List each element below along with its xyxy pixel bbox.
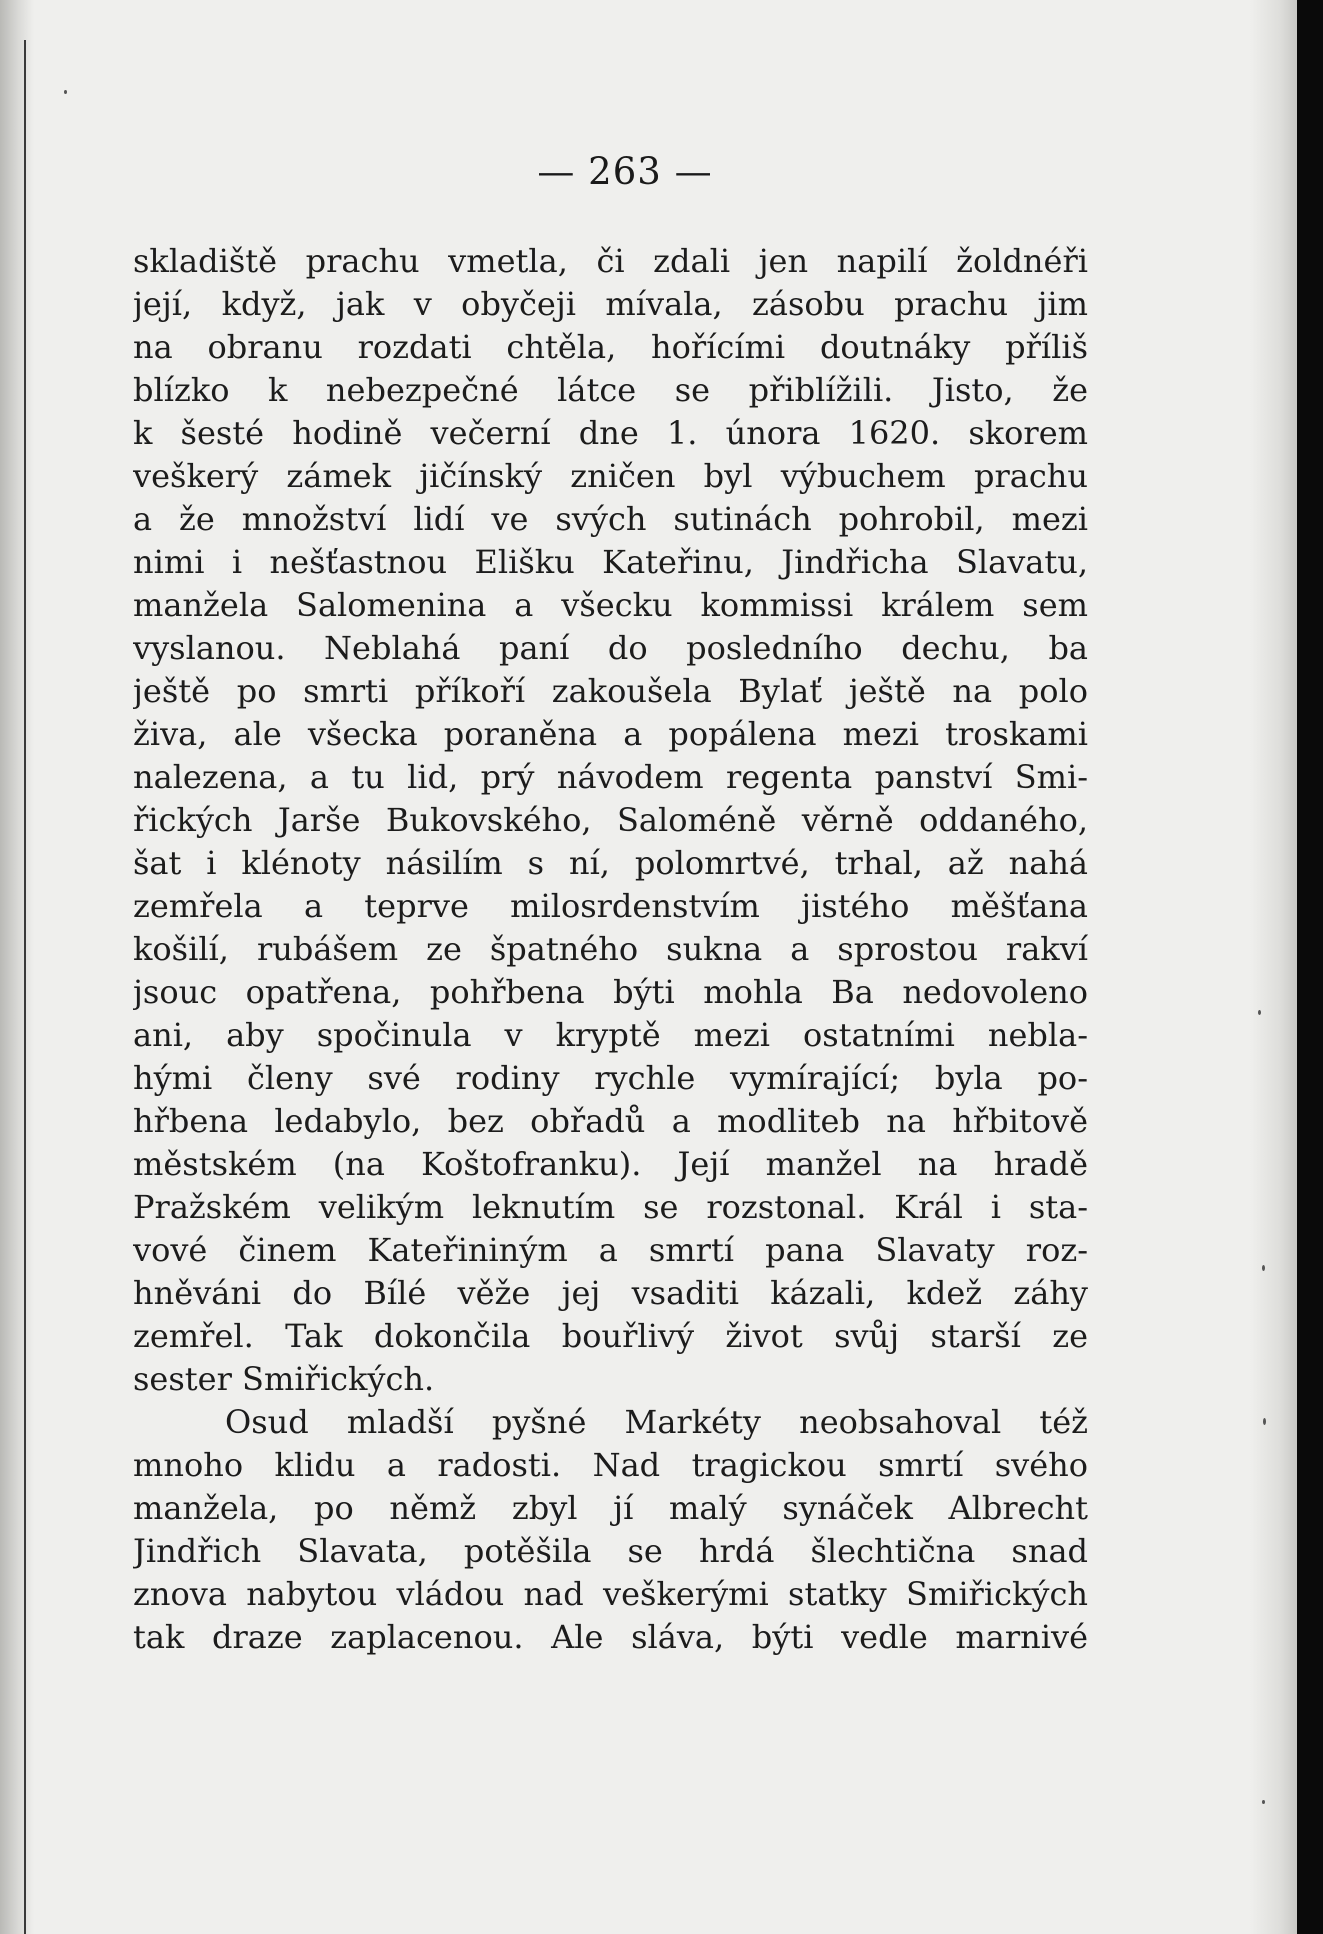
text-line: tak draze zaplacenou. Ale sláva, býti vedle marnivé [133,1618,1088,1656]
scan-speck [1262,1265,1265,1271]
text-line: hřbena ledabylo, bez obřadů a modliteb na hřbitově [133,1102,1088,1140]
text-line: ani, aby spočinula v kryptě mezi ostatními nebla- [133,1016,1088,1054]
text-line: Jindřich Slavata, potěšila se hrdá šlechtična snad [133,1532,1088,1570]
page-number: — 263 — [537,150,713,193]
text-line: zemřel. Tak dokončila bouřlivý život svůj starší ze [133,1317,1088,1355]
text-line: skladiště prachu vmetla, či zdali jen napilí žoldnéři [133,242,1088,280]
scan-speck [1258,1010,1261,1015]
body-text [133,240,1088,1659]
binding-edge-line [24,40,26,1934]
text-line: řických Jarše Bukovského, Saloméně věrně oddaného, [133,801,1088,839]
text-line: blízko k nebezpečné látce se přiblížili. Jisto, že [133,371,1088,409]
text-line: nimi i nešťastnou Elišku Kateřinu, Jindřicha Slavatu, [133,543,1088,581]
page-gutter-shadow [0,0,34,1934]
text-line: šat i klénoty násilím s ní, polomrtvé, trhal, až nahá [133,844,1088,882]
paragraph-end-line: sester Smiřických. [133,1360,435,1398]
text-line: a že množství lidí ve svých sutinách pohrobil, mezi [133,500,1088,538]
scan-border [1297,0,1323,1934]
text-line: manžela, po němž zbyl jí malý synáček Albrecht [133,1489,1088,1527]
text-line: jsouc opatřena, pohřbena býti mohla Ba nedovoleno [133,973,1088,1011]
text-line: mnoho klidu a radosti. Nad tragickou smrtí svého [133,1446,1088,1484]
text-line: na obranu rozdati chtěla, hořícími doutnáky příliš [133,328,1088,366]
scan-speck [1263,1418,1266,1425]
text-line: její, když, jak v obyčeji mívala, zásobu prachu jim [133,285,1088,323]
text-line: Pražském velikým leknutím se rozstonal. Král i sta- [133,1188,1088,1226]
scan-speck [1262,1800,1265,1804]
paragraph-start-line: Osud mladší pyšné Markéty neobsahoval též [225,1403,1088,1441]
text-line: městském (na Koštofranku). Její manžel na hradě [133,1145,1088,1183]
scan-speck [64,90,67,94]
text-line: hněváni do Bílé věže jej vsaditi kázali, kdež záhy [133,1274,1088,1312]
text-line: vové činem Kateřininým a smrtí pana Slavaty roz- [133,1231,1088,1269]
text-line: k šesté hodině večerní dne 1. února 1620. skorem [133,414,1088,452]
text-line: nalezena, a tu lid, prý návodem regenta panství Smi- [133,758,1088,796]
page-edge-shadow [1250,0,1297,1934]
text-line: zemřela a teprve milosrdenstvím jistého měšťana [133,887,1088,925]
text-line: veškerý zámek jičínský zničen byl výbuchem prachu [133,457,1088,495]
text-line: košilí, rubášem ze špatného sukna a sprostou rakví [133,930,1088,968]
text-line: manžela Salomenina a všecku kommissi králem sem [133,586,1088,624]
text-line: znova nabytou vládou nad veškerými statky Smiřických [133,1575,1088,1613]
text-line: vyslanou. Neblahá paní do posledního dechu, ba [133,629,1088,667]
text-line: ještě po smrti příkoří zakoušela Bylať ještě na polo [133,672,1088,710]
text-line: živa, ale všecka poraněna a popálena mezi troskami [133,715,1088,753]
text-line: hými členy své rodiny rychle vymírající; byla po- [133,1059,1088,1097]
